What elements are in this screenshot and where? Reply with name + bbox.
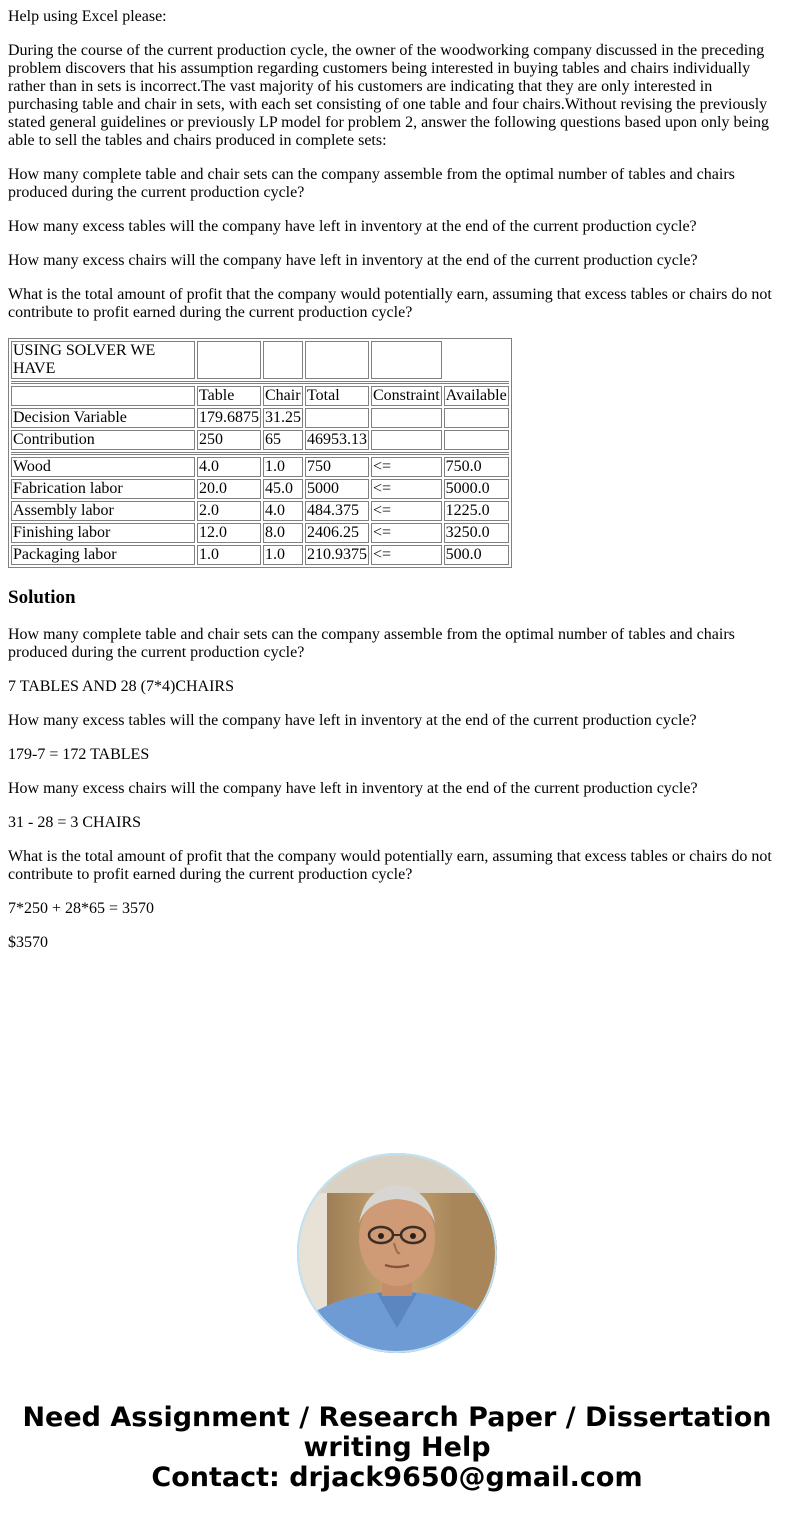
table-cell: 484.375: [305, 501, 369, 521]
solution-question-2: How many excess tables will the company have left in inventory at the end of the current production cycle?: [8, 712, 697, 729]
table-cell: [263, 341, 303, 379]
table-row: [11, 523, 509, 543]
table-cell: 20.0: [197, 479, 261, 499]
solution-answer-1: 7 TABLES AND 28 (7*4)CHAIRS: [8, 678, 234, 695]
footer-banner: [0, 1403, 794, 1493]
table-cell: <=: [371, 545, 442, 565]
table-cell: 12.0: [197, 523, 261, 543]
question-4: What is the total amount of profit that the company would potentially earn, assuming that excess tables or chairs do not contribute to profit earned during the current production cycle?: [8, 286, 772, 321]
question-2: How many excess tables will the company have left in inventory at the end of the current production cycle?: [8, 218, 697, 235]
table-cell: <=: [371, 523, 442, 543]
table-cell: 1.0: [197, 545, 261, 565]
solver-table: [8, 338, 512, 568]
footer-line-2: writing Help: [303, 1432, 491, 1463]
header-cell: [11, 386, 195, 406]
table-title-row: [11, 341, 509, 379]
avatar: [297, 1153, 497, 1353]
header-cell: Chair: [263, 386, 303, 406]
header-cell: Table: [197, 386, 261, 406]
table-cell: Decision Variable: [11, 408, 195, 428]
table-cell: 4.0: [263, 501, 303, 521]
table-cell: Contribution: [11, 430, 195, 450]
table-cell: Wood: [11, 457, 195, 477]
table-cell: 500.0: [444, 545, 509, 565]
table-cell: Fabrication labor: [11, 479, 195, 499]
table-cell: 31.25: [265, 409, 301, 426]
solution-answer-4-total: $3570: [8, 934, 48, 951]
table-cell: 750.0: [444, 457, 509, 477]
solution-answer-3: 31 - 28 = 3 CHAIRS: [8, 814, 142, 831]
table-cell: 1225.0: [444, 501, 509, 521]
table-cell: 8.0: [263, 523, 303, 543]
header-cell: Constraint: [373, 387, 440, 404]
header-cell: Available: [445, 387, 507, 404]
table-cell: [444, 430, 509, 450]
table-cell: [371, 430, 442, 450]
table-cell: [305, 341, 369, 379]
table-cell: Packaging labor: [11, 545, 195, 565]
table-cell: Assembly labor: [11, 501, 195, 521]
footer-contact: Contact: drjack9650@gmail.com: [151, 1462, 643, 1493]
table-cell: 2406.25: [305, 523, 369, 543]
header-cell: Total: [305, 386, 369, 406]
solution-answer-2: 179-7 = 172 TABLES: [8, 746, 150, 763]
table-cell: 210.9375: [307, 546, 367, 563]
table-cell: 750: [305, 457, 369, 477]
table-cell: 4.0: [197, 457, 261, 477]
table-row: [11, 457, 509, 477]
table-cell: 179.6875: [199, 409, 259, 426]
table-row: [11, 501, 509, 521]
table-cell: [371, 408, 442, 428]
solution-question-1: How many complete table and chair sets can the company assemble from the optimal number of tables and chairs produced during the current production cycle?: [8, 626, 735, 661]
table-cell: [305, 408, 369, 428]
table-cell: [444, 341, 509, 379]
table-cell: 5000: [305, 479, 369, 499]
question-3: How many excess chairs will the company have left in inventory at the end of the current production cycle?: [8, 252, 698, 269]
table-cell: 3250.0: [444, 523, 509, 543]
table-row: [11, 545, 509, 565]
table-cell: Finishing labor: [11, 523, 195, 543]
solution-question-4: What is the total amount of profit that the company would potentially earn, assuming that excess tables or chairs do not contribute to profit earned during the current production cycle?: [8, 848, 772, 883]
solution-question-3: How many excess chairs will the company have left in inventory at the end of the current production cycle?: [8, 780, 698, 797]
solution-heading: Solution: [8, 587, 76, 608]
table-title: USING SOLVER WE HAVE: [11, 341, 195, 379]
question-1: How many complete table and chair sets can the company assemble from the optimal number of tables and chairs produced during the current production cycle?: [8, 166, 735, 201]
table-row: [11, 430, 509, 450]
table-cell: [371, 341, 442, 379]
table-cell: 2.0: [197, 501, 261, 521]
table-cell: [197, 341, 261, 379]
table-cell: 65: [263, 430, 303, 450]
table-separator: [11, 452, 509, 455]
question-body: During the course of the current production cycle, the owner of the woodworking company discussed in the preceding problem discovers that his assumption regarding customers being interested in buying tables and chairs individually rather than in sets is incorrect.The vast majority of his customers are indicating that they are only interested in purchasing table and chair in sets, with each set consisting of one table and four chairs.Without revising the previously stated general guidelines or previously LP model for problem 2, answer the following questions based upon only being able to sell the tables and chairs produced in complete sets:: [8, 42, 770, 149]
question-intro: Help using Excel please:: [8, 8, 167, 25]
table-cell: 250: [197, 430, 261, 450]
table-cell: <=: [371, 457, 442, 477]
table-cell: 1.0: [263, 457, 303, 477]
table-cell: [444, 408, 509, 428]
table-cell: 46953.13: [307, 431, 367, 448]
table-cell: 1.0: [263, 545, 303, 565]
avatar-portrait-image: [297, 1153, 497, 1353]
table-row: [11, 479, 509, 499]
footer-line-1: Need Assignment / Research Paper / Dissertation: [22, 1402, 772, 1433]
table-cell: <=: [371, 479, 442, 499]
solution-answer-4: 7*250 + 28*65 = 3570: [8, 900, 155, 917]
table-separator: [11, 381, 509, 384]
table-header-row: [11, 386, 509, 406]
table-cell: 5000.0: [444, 479, 509, 499]
table-row: [11, 408, 509, 428]
table-cell: <=: [371, 501, 442, 521]
table-cell: 45.0: [263, 479, 303, 499]
